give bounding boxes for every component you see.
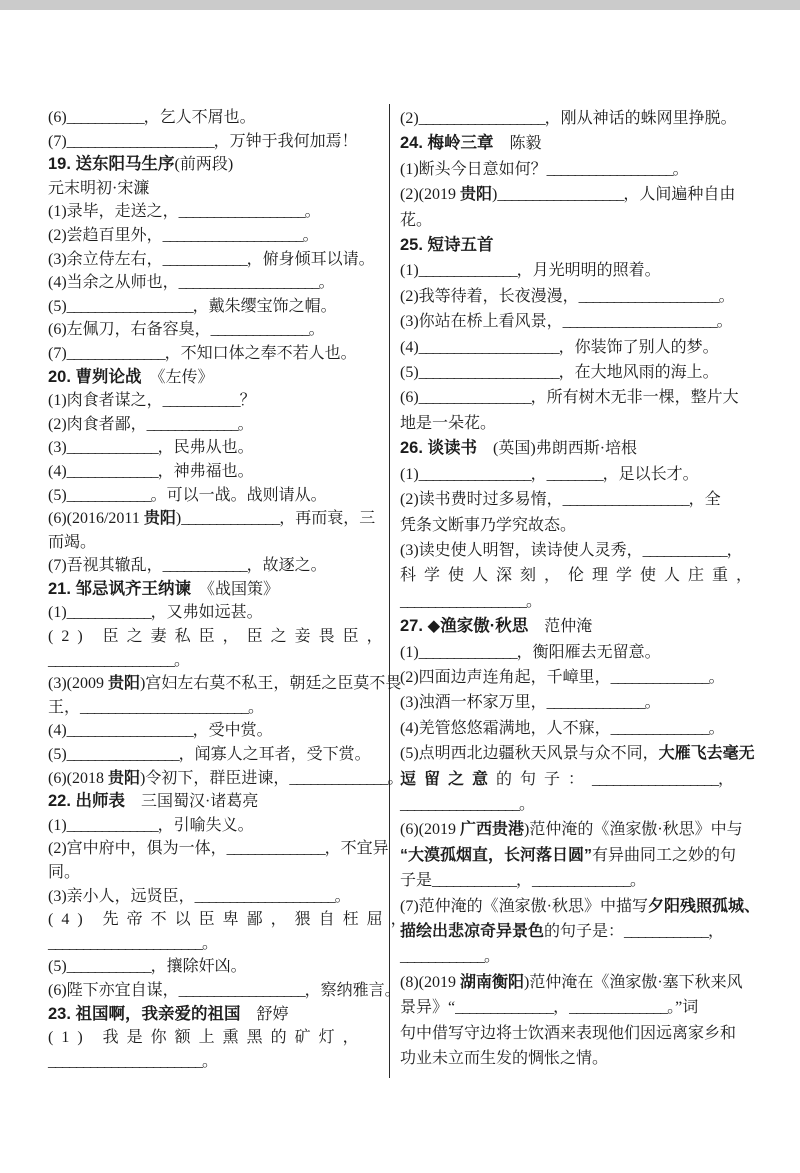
text-line (400, 716, 772, 741)
text-segment: 。 (644, 694, 661, 712)
text-segment: ，衡阳雁去无留意。 (516, 643, 661, 661)
column-left (48, 106, 415, 1073)
fill-in-blank: ______________ (210, 321, 309, 339)
text-segment: (5) (48, 958, 67, 976)
text-line (48, 601, 386, 625)
text-segment: 《左传》 (141, 368, 214, 386)
text-line (400, 157, 772, 182)
column-right (400, 106, 772, 1071)
text-line (48, 554, 386, 578)
text-line (48, 625, 391, 649)
text-segment: 。 (708, 668, 725, 686)
text-segment: (4) (400, 338, 419, 356)
text-segment: 。 (526, 592, 543, 610)
text-segment: 子是 (400, 872, 433, 890)
fill-in-blank: ____________ (624, 923, 709, 940)
text-segment: (4) (48, 462, 67, 480)
text-segment: 23. 祖国啊，我亲爱的祖国 (48, 1004, 241, 1023)
text-segment: 功业未立而生发的惆怅之情。 (400, 1050, 609, 1068)
text-segment: (6)陛下亦宜自谋， (48, 981, 179, 999)
text-line (400, 894, 772, 919)
text-line (48, 649, 386, 673)
text-segment: (7)吾视其辙乱， (48, 557, 163, 575)
text-segment: )范仲淹的《渔家傲·秋思》中与 (524, 821, 743, 839)
text-line (400, 995, 772, 1020)
fill-in-blank: ______________ (546, 694, 645, 712)
text-segment: (5) (48, 297, 67, 315)
text-segment: 26. 谈读书 (400, 439, 478, 458)
text-segment: 22. 出师表 (48, 792, 126, 811)
text-segment: (2) (400, 110, 419, 127)
fill-in-blank: __________________ (66, 297, 193, 315)
text-segment: 王， (48, 698, 81, 716)
text-segment: ，民弗从也。 (157, 439, 254, 457)
text-segment: (2)读书费时过多易惰， (400, 491, 563, 509)
text-line (48, 389, 386, 413)
text-line (400, 868, 772, 893)
text-segment: 凭条文断事乃学究故态。 (400, 516, 577, 534)
text-line (48, 908, 415, 932)
text-line (48, 1050, 386, 1074)
text-line (400, 1021, 772, 1046)
text-segment: 贵阳 (459, 186, 492, 204)
column-divider (389, 104, 390, 1078)
text-segment: ，受中赏。 (192, 722, 273, 740)
text-segment: ，在大地风雨的海上。 (558, 364, 719, 382)
text-segment: (2)我等待着，长夜漫漫， (400, 287, 579, 305)
text-segment: 。 (716, 313, 733, 331)
text-line (48, 743, 386, 767)
text-segment: (6) (400, 389, 419, 407)
text-segment: ，察纳雅言。 (304, 981, 401, 999)
text-line (400, 817, 772, 842)
fill-in-blank: __________________ (546, 160, 673, 178)
text-segment: 《战国策》 (191, 580, 280, 598)
text-line (400, 919, 772, 944)
text-segment: ，再而衰，三 (279, 510, 376, 528)
text-line (48, 696, 386, 720)
text-segment: 。 (387, 769, 404, 787)
text-segment: 陈毅 (493, 135, 542, 153)
text-segment: (3)浊酒一杯家万里， (400, 694, 547, 712)
fill-in-blank: ________ (546, 465, 603, 483)
text-segment: (4)羌管悠悠霜满地，人不寐， (400, 719, 611, 737)
text-segment: 。 (174, 651, 191, 669)
fill-in-blank: _____________________ (66, 132, 214, 150)
text-segment: 三国蜀汉·诸葛亮 (125, 793, 259, 811)
text-segment: (1)断头今日意如何？ (400, 160, 547, 178)
text-segment: 范仲淹 (528, 618, 593, 636)
text-segment: (英国)弗朗西斯·培根 (477, 440, 638, 458)
fill-in-blank: ______________________ (48, 1052, 202, 1070)
text-line (48, 719, 386, 743)
text-line (48, 342, 386, 366)
text-segment: 有异曲同工之妙的句 (592, 846, 737, 864)
text-segment: (3)(2009 (48, 675, 108, 693)
fill-in-blank: ______________ (66, 344, 165, 362)
text-segment: ) (492, 186, 498, 204)
text-segment: (6)(2018 (48, 769, 108, 787)
fill-in-blank: ____________ (162, 250, 247, 268)
fill-in-blank: ______________ (289, 769, 388, 787)
text-line (48, 295, 386, 319)
text-segment: (2) 臣之妻私臣，臣之妾畏臣， (48, 628, 391, 646)
text-segment: 地是一朵花。 (400, 414, 497, 432)
text-segment: 贵阳 (107, 675, 140, 693)
fill-in-blank: ______________________ (48, 934, 202, 952)
text-segment: (3)你站在桥上看风景， (400, 313, 563, 331)
text-segment: 。 (334, 887, 351, 905)
text-line (400, 589, 772, 614)
text-line (400, 462, 772, 487)
text-line (48, 460, 386, 484)
text-segment: (2)宫中府中，俱为一体， (48, 840, 227, 858)
text-segment: 27. ◆渔家傲·秋思 (400, 617, 529, 636)
text-segment: 景异》“ (400, 999, 456, 1017)
text-segment: (5) (400, 364, 419, 382)
text-segment: 大雁飞去毫无 (658, 745, 755, 763)
fill-in-blank: ________________ (418, 389, 531, 407)
fill-in-blank: ____________ (642, 541, 727, 559)
text-line (400, 385, 772, 410)
fill-in-blank: ____________________ (578, 287, 719, 305)
text-segment: (3)余立侍左右， (48, 250, 163, 268)
text-segment: (6)(2019 (400, 821, 460, 839)
text-segment: ， (708, 923, 725, 940)
text-segment: (1)录毕，走送之， (48, 203, 179, 221)
text-segment: 广西贵港 (459, 821, 524, 839)
text-segment: 贵阳 (143, 510, 176, 528)
text-line (48, 484, 386, 508)
fill-in-blank: ____________ (432, 872, 517, 890)
text-segment: 。 (672, 160, 689, 178)
section-heading (48, 153, 386, 177)
text-segment: 24. 梅岭三章 (400, 134, 494, 153)
text-segment: (1) 我是你额上熏黑的矿灯， (48, 1029, 367, 1047)
text-segment: 。 (318, 274, 335, 292)
fill-in-blank: _____________ (66, 462, 158, 480)
text-segment: ，你装饰了别人的梦。 (558, 338, 719, 356)
fill-in-blank: ______________ (226, 840, 325, 858)
text-segment: 。 (519, 795, 536, 813)
text-segment: (5) (48, 746, 67, 764)
text-segment: ， (726, 541, 743, 559)
text-segment: (3) (48, 439, 67, 457)
text-line (400, 690, 772, 715)
text-line (400, 106, 772, 131)
text-segment: 19. 送东阳马生序 (48, 155, 175, 174)
text-segment: (前两段) (174, 156, 234, 174)
text-segment: 。 (202, 1052, 219, 1070)
fill-in-blank: ______________ (418, 643, 517, 661)
text-segment: 逗留之意 (400, 770, 497, 788)
text-line (400, 741, 772, 766)
fill-in-blank: ______________________ (562, 313, 717, 331)
text-segment: 描绘出悲凉奇异景色 (400, 923, 545, 940)
fill-in-blank: __________________ (562, 491, 689, 509)
text-segment: 。 (304, 203, 321, 221)
text-segment: 。可以一战。战则请从。 (150, 486, 327, 504)
text-segment: 21. 邹忌讽齐王纳谏 (48, 579, 192, 598)
section-heading (400, 436, 772, 461)
text-segment: (1) (400, 262, 419, 280)
text-segment: (5) (48, 486, 67, 504)
text-segment: ，闻寡人之耳者，受下赏。 (178, 746, 371, 764)
text-segment: 的句子： (496, 770, 593, 788)
text-segment: 句中借写守边将士饮酒来表现他们因远离家乡和 (400, 1024, 737, 1042)
text-segment: (1) (400, 465, 419, 483)
fill-in-blank: ______________ (569, 999, 668, 1017)
text-segment: (4) 先帝不以臣卑鄙，猥自枉屈， (48, 911, 415, 929)
text-line (48, 531, 386, 555)
text-segment: ，故逐之。 (246, 557, 327, 575)
text-segment: (6) (48, 109, 67, 126)
text-segment: (2)肉食者鄙， (48, 415, 147, 433)
text-segment: (1) (400, 643, 419, 661)
text-segment: (4)当余之从师也， (48, 274, 179, 292)
text-line (48, 837, 389, 861)
text-line (48, 130, 386, 154)
text-line (400, 309, 772, 334)
text-segment: 。 (308, 321, 325, 339)
text-line (400, 792, 772, 817)
text-segment: (3)读史使人明智，读诗使人灵秀， (400, 541, 643, 559)
text-line (48, 436, 386, 460)
text-segment: 湖南衡阳 (459, 973, 524, 991)
text-segment: 。 (708, 719, 725, 737)
text-segment: (7) (48, 132, 67, 150)
fill-in-blank: __________________ (400, 592, 526, 610)
text-segment: (3)亲小人，远贤臣， (48, 887, 195, 905)
text-line (48, 106, 386, 130)
fill-in-blank: __________________ (418, 110, 545, 127)
text-segment: 科学使人深刻，伦理学使人庄重， (400, 567, 761, 585)
fill-in-blank: _____________ (66, 439, 158, 457)
text-segment: (5)点明西北边疆秋天风景与众不同， (400, 745, 659, 763)
text-line (48, 1026, 386, 1050)
text-segment: ，所有树木无非一棵，整片大 (530, 389, 739, 407)
text-line (48, 413, 386, 437)
text-line (400, 767, 772, 792)
section-heading (48, 1003, 386, 1027)
text-segment: “大漠孤烟直，长河落日圆” (400, 846, 593, 864)
text-segment: ，足以长才。 (602, 465, 699, 483)
fill-in-blank: _____________ (146, 415, 238, 433)
text-segment: ，戴朱缨宝饰之帽。 (192, 297, 337, 315)
text-segment: ， (718, 770, 743, 788)
fill-in-blank: _________________ (400, 795, 519, 813)
text-line (400, 538, 772, 563)
text-segment: ，引喻失义。 (157, 816, 254, 834)
text-line (48, 507, 386, 531)
text-line (48, 955, 386, 979)
fill-in-blank: ________________ (66, 746, 179, 764)
fill-in-blank: ____________ (66, 604, 151, 622)
text-segment: ，又弗如远甚。 (150, 604, 263, 622)
text-segment: ，人间遍种自由 (623, 186, 736, 204)
text-segment: 夕阳残照孤城、 (648, 897, 761, 915)
text-segment: ？ (239, 392, 256, 410)
text-line (400, 1046, 772, 1071)
text-line (400, 970, 772, 995)
text-segment: (7) (48, 344, 67, 362)
text-segment: )令初下，群臣进谏， (140, 769, 290, 787)
text-segment: (1) (48, 604, 67, 622)
fill-in-blank: ____________ (66, 486, 151, 504)
text-segment: (4) (48, 722, 67, 740)
text-segment: 花。 (400, 211, 433, 229)
text-line (48, 248, 386, 272)
text-segment: ，乞人不屑也。 (143, 109, 256, 126)
text-line (48, 318, 386, 342)
text-segment: 。 (484, 948, 501, 966)
text-segment: (8)(2019 (400, 973, 460, 991)
text-line (48, 271, 386, 295)
text-line (48, 932, 386, 956)
fill-in-blank: __________________ (178, 981, 305, 999)
text-line (48, 885, 386, 909)
text-line (48, 979, 401, 1003)
text-line (400, 208, 772, 233)
top-gray-bar (0, 0, 800, 10)
text-line (400, 640, 772, 665)
text-segment: ，月光明明的照着。 (516, 262, 661, 280)
fill-in-blank: ____________ (400, 948, 484, 966)
text-line (400, 513, 772, 538)
fill-in-blank: ____________________ (178, 274, 319, 292)
text-segment: )范仲淹在《渔家傲·塞下秋来风 (524, 973, 743, 991)
text-segment: 舒婷 (240, 1005, 289, 1023)
text-segment: (2)四面边声连角起，千嶂里， (400, 668, 611, 686)
text-line (48, 224, 386, 248)
fill-in-blank: ______________ (181, 510, 280, 528)
text-line (48, 672, 402, 696)
text-segment: ，万钟于我何加焉！ (213, 132, 358, 150)
text-segment: (2)(2019 (400, 186, 460, 204)
section-heading (400, 614, 772, 639)
fill-in-blank: ______________ (610, 668, 709, 686)
text-line (400, 411, 772, 436)
text-line (48, 177, 386, 201)
text-segment: ，神弗福也。 (157, 462, 254, 480)
text-segment: ， (553, 999, 570, 1017)
section-heading (400, 233, 772, 258)
text-segment: ， (516, 872, 533, 890)
text-segment: (6)左佩刀，右备容臭， (48, 321, 211, 339)
fill-in-blank: ________________ (418, 465, 531, 483)
text-segment: 。 (630, 872, 647, 890)
text-segment: 。 (718, 287, 735, 305)
fill-in-blank: __________________ (592, 770, 719, 788)
text-line (400, 487, 772, 512)
fill-in-blank: __________________ (178, 203, 305, 221)
text-segment: (1) (48, 816, 67, 834)
fill-in-blank: ______________ (455, 999, 554, 1017)
text-line (400, 182, 772, 207)
text-segment: 同。 (48, 864, 81, 881)
text-segment: ，全 (688, 491, 721, 509)
fill-in-blank: ____________________ (194, 887, 335, 905)
text-line (400, 258, 772, 283)
text-line (48, 861, 386, 885)
text-segment: 。”词 (667, 999, 699, 1017)
fill-in-blank: __________________ (66, 722, 193, 740)
text-segment: (2)尝趋百里外， (48, 226, 163, 244)
text-segment: (7)范仲淹的《渔家傲·秋思》中描写 (400, 897, 648, 915)
section-heading (400, 131, 772, 156)
text-segment: 20. 曹刿论战 (48, 367, 142, 386)
fill-in-blank: __________________ (497, 186, 624, 204)
text-segment: ) (175, 510, 182, 528)
text-segment: (6)(2016/2011 (48, 510, 144, 528)
section-heading (48, 366, 386, 390)
text-line (400, 360, 772, 385)
text-line (400, 665, 772, 690)
text-line (400, 563, 772, 588)
fill-in-blank: ______________ (610, 719, 709, 737)
text-segment: 元末明初·宋濂 (48, 179, 150, 197)
text-line (400, 944, 772, 969)
text-segment: 贵阳 (107, 769, 140, 787)
text-segment: (1)肉食者谋之， (48, 392, 163, 410)
fill-in-blank: ___________ (66, 109, 144, 126)
fill-in-blank: ____________ (66, 958, 151, 976)
text-segment: ，攘除奸凶。 (150, 958, 247, 976)
fill-in-blank: __________________ (48, 651, 174, 669)
fill-in-blank: ____________ (162, 557, 247, 575)
fill-in-blank: ___________ (162, 392, 240, 410)
fill-in-blank: ____________________ (162, 226, 303, 244)
text-segment: 。 (237, 415, 254, 433)
text-segment: 。 (202, 934, 219, 952)
text-line (48, 200, 386, 224)
text-segment: ，刚从神话的蛛网里挣脱。 (544, 110, 737, 127)
fill-in-blank: ____________________ (418, 364, 559, 382)
text-segment: ，俯身倾耳以请。 (246, 250, 375, 268)
text-segment: 。 (248, 698, 265, 716)
fill-in-blank: ______________ (532, 872, 631, 890)
section-heading (48, 790, 386, 814)
text-line (48, 814, 386, 838)
text-segment: 的句子是： (544, 923, 625, 940)
fill-in-blank: _____________ (66, 816, 158, 834)
text-line (400, 843, 772, 868)
fill-in-blank: ____________________ (418, 338, 559, 356)
text-line (48, 767, 404, 791)
text-segment: )宫妇左右莫不私王，朝廷之臣莫不畏 (140, 675, 402, 693)
fill-in-blank: ________________________ (80, 698, 249, 716)
text-line (400, 284, 772, 309)
fill-in-blank: ______________ (418, 262, 517, 280)
text-segment: 25. 短诗五首 (400, 236, 494, 255)
text-segment: ，不宜异 (324, 840, 389, 858)
text-line (400, 335, 772, 360)
text-segment: 而竭。 (48, 533, 97, 551)
text-segment: ，不知口体之奉不若人也。 (164, 344, 357, 362)
text-segment: 。 (302, 226, 319, 244)
text-segment: ， (530, 465, 547, 483)
section-heading (48, 578, 386, 602)
